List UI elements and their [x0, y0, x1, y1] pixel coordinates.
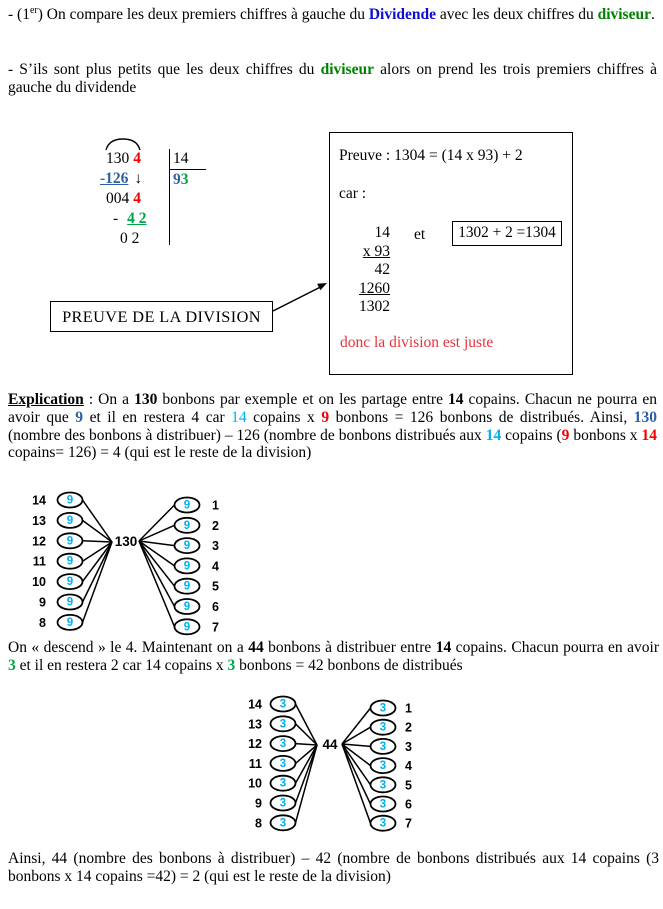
- right-label: 2: [405, 720, 412, 735]
- right-label: 7: [212, 620, 219, 635]
- paragraph-descend: [8, 639, 659, 675]
- text-run: (nombre des bonbons à distribuer) – 126 (nombre de bonbons distribués aux: [8, 426, 486, 444]
- text-run: 14: [435, 639, 452, 656]
- connector-line: [296, 724, 318, 745]
- connector-line: [342, 744, 371, 823]
- candy-node-value: 9: [66, 576, 74, 589]
- quotient-digit-9: 9: [173, 171, 181, 188]
- candy-node-value: 3: [279, 718, 287, 731]
- center-value: 130: [114, 534, 138, 549]
- remainder-004: 004: [106, 190, 130, 207]
- candy-node-value: 9: [183, 560, 191, 573]
- text-run: 9: [561, 426, 570, 444]
- multiplication-row: 14: [374, 224, 390, 241]
- distribution-diagram-44: [238, 694, 424, 840]
- candy-node-value: 3: [379, 779, 387, 792]
- text-run: 3: [8, 656, 16, 674]
- connector-line: [342, 744, 371, 785]
- center-value: 44: [322, 737, 338, 752]
- candy-node-value: 9: [183, 580, 191, 593]
- candy-node-value: 3: [279, 738, 287, 751]
- subtrahend-42: 4 2: [127, 210, 147, 227]
- text-run: .: [650, 6, 655, 23]
- text-run: - S’ils sont plus petits que les deux chiffres du: [8, 61, 321, 78]
- candy-node-value: 3: [379, 817, 387, 830]
- text-run: er: [29, 4, 38, 16]
- left-label: 8: [255, 816, 262, 831]
- connector-line: [342, 744, 371, 804]
- proof-panel: [329, 132, 573, 375]
- division-bar: [169, 149, 170, 245]
- text-run: 9: [75, 408, 84, 426]
- left-label: 10: [32, 575, 46, 590]
- text-run: 14: [448, 391, 464, 408]
- text-run: alors on prend les trois premiers chiffres à gauche du dividende: [8, 61, 657, 96]
- connector-line: [83, 541, 113, 542]
- et-label: et: [414, 226, 426, 243]
- text-run: Ainsi, 44 (nombre des bonbons à distribuer) – 42 (nombre de bonbons distribués aux 14 copains (3 bonbons x 14 copains =42) = 2 (qui est le reste de la division): [8, 850, 659, 885]
- quotient: [173, 171, 189, 189]
- text-run: 130: [134, 391, 158, 408]
- left-label: 8: [39, 615, 46, 630]
- left-label: 9: [255, 796, 262, 811]
- connector-line: [139, 505, 175, 541]
- left-label: 14: [32, 493, 46, 508]
- paragraph-intro-1: [8, 6, 657, 24]
- proof-conclusion: donc la division est juste: [340, 334, 494, 351]
- right-label: 1: [405, 701, 412, 716]
- multiplication-row: 42: [374, 261, 390, 279]
- connector-line: [296, 745, 318, 783]
- text-run: copains (: [501, 426, 562, 444]
- candy-node-value: 3: [379, 721, 387, 734]
- divisor-underline: [170, 169, 206, 170]
- proof-caption-label: PREUVE DE LA DIVISION: [62, 307, 261, 326]
- candy-node-value: 9: [66, 596, 74, 609]
- right-label: 6: [212, 600, 219, 614]
- candy-node-value: 3: [279, 698, 287, 711]
- text-run: bonbons = 42 bonbons de distribués: [235, 656, 463, 674]
- connector-line: [83, 520, 113, 542]
- subtraction-row-2: [113, 210, 147, 228]
- text-run: Dividende: [368, 6, 437, 23]
- caption-arrow-icon: [268, 277, 334, 322]
- dividend-last-digit: 4: [133, 150, 141, 167]
- connector-line: [139, 525, 175, 541]
- sum-check-box: 1302 + 2 =1304: [452, 221, 562, 246]
- right-label: 6: [405, 797, 412, 812]
- dividend-left-digits: 130: [106, 150, 130, 167]
- candy-node-value: 9: [66, 616, 74, 629]
- left-label: 9: [39, 595, 46, 610]
- dividend-row: [106, 150, 141, 168]
- text-run: Explication: [8, 391, 84, 408]
- candy-node-value: 3: [279, 777, 287, 790]
- candy-node-value: 9: [66, 535, 74, 548]
- multiplication-column: [348, 224, 390, 317]
- right-label: 1: [212, 498, 219, 513]
- connector-line: [139, 541, 175, 607]
- candy-node-value: 3: [379, 702, 387, 715]
- candy-node-value: 3: [379, 760, 387, 773]
- text-run: bonbons par exemple et on les partage entre: [157, 391, 449, 408]
- text-run: 14: [485, 426, 502, 444]
- car-label: car :: [339, 185, 367, 202]
- connector-line: [83, 500, 113, 542]
- minus-sign: -: [113, 210, 119, 227]
- text-run: bonbons x: [569, 426, 642, 444]
- text-run: copains x: [246, 408, 322, 426]
- text-run: - (1: [8, 6, 30, 23]
- down-arrow-icon: ↓: [134, 170, 143, 187]
- candy-node-value: 9: [66, 494, 74, 507]
- text-run: 14: [641, 426, 657, 444]
- text-run: 9: [321, 408, 330, 426]
- proof-title: Preuve : 1304 = (14 x 93) + 2: [339, 147, 523, 164]
- candy-node-value: 3: [279, 817, 287, 830]
- text-run: copains. Chacun pourra en avoir: [451, 639, 659, 656]
- left-label: 14: [248, 697, 262, 712]
- left-label: 11: [32, 554, 46, 569]
- text-run: et il en restera 4 car: [83, 408, 232, 426]
- right-label: 7: [405, 816, 412, 831]
- remainder-row-2: 0 2: [120, 230, 140, 247]
- text-run: avec les deux chiffres du: [436, 6, 598, 23]
- connector-line: [83, 542, 113, 582]
- candy-node-value: 3: [279, 797, 287, 810]
- connector-line: [139, 541, 175, 586]
- left-label: 12: [248, 737, 262, 752]
- text-run: bonbons à distribuer entre: [263, 639, 436, 656]
- left-label: 12: [32, 534, 46, 549]
- candy-node-value: 9: [183, 540, 191, 553]
- candy-node-value: 9: [183, 499, 191, 512]
- remainder-row-1: [106, 190, 141, 208]
- text-run: copains= 126) = 4 (qui est le reste de la division): [8, 444, 312, 462]
- connector-line: [342, 708, 371, 744]
- text-run: diviseur: [320, 61, 374, 78]
- subtrahend-126: -126: [100, 170, 129, 187]
- text-run: copains. Chacun ne pourra en avoir que: [8, 391, 657, 426]
- right-label: 3: [405, 739, 412, 754]
- candy-node-value: 3: [379, 740, 387, 753]
- right-label: 4: [405, 759, 412, 774]
- paragraph-intro-2: [8, 61, 657, 97]
- text-run: : On a: [83, 391, 135, 408]
- right-label: 5: [405, 778, 412, 793]
- connector-line: [83, 542, 113, 622]
- proof-caption-box: [50, 301, 273, 332]
- left-label: 10: [248, 776, 262, 791]
- multiplication-row: 1260: [359, 279, 390, 297]
- text-run: 3: [227, 656, 236, 674]
- paragraph-explication: [8, 391, 657, 462]
- connector-line: [342, 727, 371, 744]
- candy-node-value: 9: [183, 519, 191, 532]
- candy-node-value: 9: [183, 601, 191, 613]
- text-run: On « descend » le 4. Maintenant on a: [8, 639, 249, 656]
- text-run: bonbons = 126 bonbons de distribués. Ainsi,: [329, 408, 634, 426]
- connector-line: [296, 745, 318, 823]
- text-run: 130: [633, 408, 657, 426]
- text-run: ) On compare les deux premiers chiffres à gauche du: [37, 6, 369, 23]
- left-label: 11: [248, 756, 262, 771]
- candy-node-value: 3: [379, 798, 387, 811]
- candy-node-value: 9: [66, 514, 74, 527]
- distribution-diagram-130: [26, 486, 226, 640]
- right-label: 5: [212, 579, 219, 594]
- right-label: 2: [212, 518, 219, 533]
- candy-node-value: 9: [183, 621, 191, 634]
- quotient-digit-3: 3: [180, 171, 189, 188]
- candy-node-value: 9: [66, 555, 74, 568]
- right-label: 4: [212, 559, 219, 574]
- candy-node-value: 3: [279, 757, 287, 770]
- connector-line: [296, 744, 318, 745]
- left-label: 13: [32, 513, 46, 528]
- connector-line: [342, 744, 371, 746]
- text-run: diviseur: [597, 6, 651, 23]
- paragraph-conclusion: [8, 850, 659, 886]
- text-run: 14: [231, 408, 247, 426]
- multiplication-row: x 93: [362, 242, 390, 260]
- divisor: 14: [173, 150, 189, 167]
- brought-down-digit: 4: [133, 190, 141, 207]
- text-run: et il en restera 2 car 14 copains x: [15, 656, 228, 674]
- connector-line: [296, 704, 318, 745]
- multiplication-row: 1302: [359, 298, 390, 316]
- left-label: 13: [248, 717, 262, 732]
- right-label: 3: [212, 539, 219, 554]
- text-run: 44: [248, 639, 264, 656]
- subtraction-row-1: [100, 170, 142, 188]
